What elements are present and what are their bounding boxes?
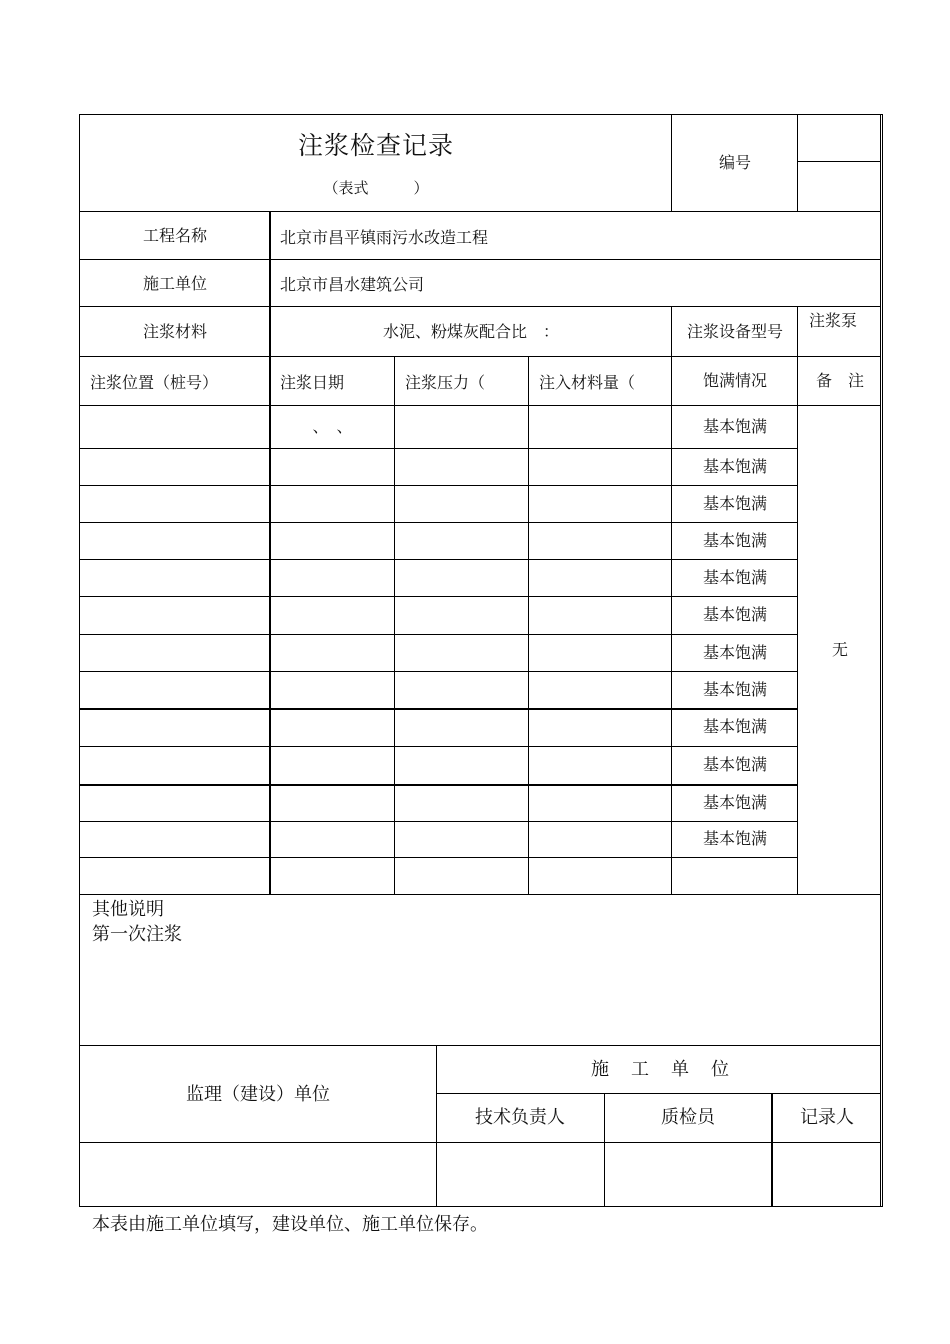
recorder-signature-field[interactable] <box>772 1143 882 1206</box>
project-name-label: 工程名称 <box>142 226 207 246</box>
fill-status-cell[interactable]: 基本饱满 <box>702 755 767 775</box>
grid-line <box>880 114 881 1206</box>
grid-line <box>79 114 883 115</box>
grid-line <box>528 356 529 894</box>
inspector-label: 质检员 <box>661 1107 715 1129</box>
notes-text[interactable]: 第一次注浆 <box>92 924 182 945</box>
grid-line <box>394 356 395 894</box>
fill-status-cell[interactable]: 基本饱满 <box>702 605 767 625</box>
fill-status-cell[interactable]: 基本饱满 <box>702 416 767 436</box>
grid-line <box>79 894 881 895</box>
fill-status-cell[interactable]: 基本饱满 <box>702 456 767 476</box>
grid-line <box>797 114 798 212</box>
grid-line <box>79 559 798 560</box>
material-value[interactable]: 水泥、粉煤灰配合比 ： <box>382 322 559 342</box>
grid-line <box>79 485 798 486</box>
fill-status-cell[interactable]: 基本饱满 <box>702 829 767 849</box>
code-value-bottom[interactable] <box>798 161 882 212</box>
grid-line <box>798 161 881 162</box>
fill-status-cell[interactable]: 基本饱满 <box>702 679 767 699</box>
grid-line <box>797 356 798 894</box>
contractor-unit-label: 施工单位 <box>591 1058 751 1080</box>
grid-line <box>79 1142 881 1143</box>
fill-status-cell[interactable]: 基本饱满 <box>702 530 767 550</box>
grid-line <box>604 1093 605 1206</box>
col-header-remark: 备 注 <box>815 371 864 391</box>
grid-line <box>436 1045 437 1206</box>
equipment-model-label: 注浆设备型号 <box>686 322 783 342</box>
inspector-signature-field[interactable] <box>604 1143 772 1206</box>
contractor-label: 施工单位 <box>142 273 207 293</box>
grid-line <box>79 671 798 672</box>
supervisor-unit-label: 监理（建设）单位 <box>186 1083 330 1105</box>
fill-status-cell[interactable] <box>672 857 798 894</box>
grid-line <box>79 1045 881 1046</box>
grid-line <box>79 746 798 747</box>
grid-line <box>79 306 881 307</box>
grid-line <box>882 114 883 1206</box>
grid-line <box>79 857 798 858</box>
fill-status-cell[interactable]: 基本饱满 <box>702 567 767 587</box>
first-row-date[interactable]: 、 、 <box>312 416 353 436</box>
col-header-date: 注浆日期 <box>280 372 345 392</box>
grid-line <box>79 114 80 1206</box>
col-header-pressure: 注浆压力（ <box>405 372 486 392</box>
grid-line <box>79 522 798 523</box>
grid-line <box>79 405 881 406</box>
form-type-label: （表式 ） <box>323 179 429 197</box>
tech-lead-signature-field[interactable] <box>436 1143 604 1206</box>
project-name-value[interactable]: 北京市昌平镇雨污水改造工程 <box>280 227 489 247</box>
grid-line <box>79 356 881 357</box>
col-header-volume: 注入材料量（ <box>539 372 636 392</box>
grid-line <box>79 211 881 212</box>
grid-line <box>671 114 672 212</box>
grid-line <box>79 634 798 635</box>
grid-line <box>79 259 881 260</box>
code-label: 编号 <box>718 153 751 173</box>
fill-status-cell[interactable]: 基本饱满 <box>702 717 767 737</box>
grid-line <box>797 306 798 357</box>
grid-line <box>436 1093 881 1094</box>
grid-line <box>771 1093 773 1206</box>
recorder-label: 记录人 <box>800 1107 854 1129</box>
col-header-fill: 饱满情况 <box>702 371 767 391</box>
grid-line <box>79 448 798 449</box>
material-label: 注浆材料 <box>142 322 207 342</box>
grid-line <box>79 784 798 786</box>
notes-label: 其他说明 <box>92 899 164 920</box>
fill-status-cell[interactable]: 基本饱满 <box>702 493 767 513</box>
remark-value[interactable]: 无 <box>831 639 848 659</box>
form-title: 注浆检查记录 <box>297 131 454 160</box>
grid-line <box>79 708 798 710</box>
fill-status-cell[interactable]: 基本饱满 <box>702 792 767 812</box>
grid-line <box>79 596 798 597</box>
supervisor-signature-field[interactable] <box>80 1143 436 1206</box>
grid-line <box>79 821 798 822</box>
col-header-position: 注浆位置（桩号） <box>90 372 219 392</box>
grid-line <box>79 1206 883 1207</box>
footer-note: 本表由施工单位填写，建设单位、施工单位保存。 <box>92 1214 488 1235</box>
fill-status-cell[interactable]: 基本饱满 <box>702 642 767 662</box>
grid-line <box>671 356 672 894</box>
code-value-top[interactable] <box>798 114 882 161</box>
equipment-model-value[interactable]: 注浆泵 <box>808 311 857 331</box>
grid-line <box>671 306 672 357</box>
grid-line <box>269 211 271 894</box>
tech-lead-label: 技术负责人 <box>475 1107 565 1129</box>
contractor-value[interactable]: 北京市昌水建筑公司 <box>280 275 425 294</box>
